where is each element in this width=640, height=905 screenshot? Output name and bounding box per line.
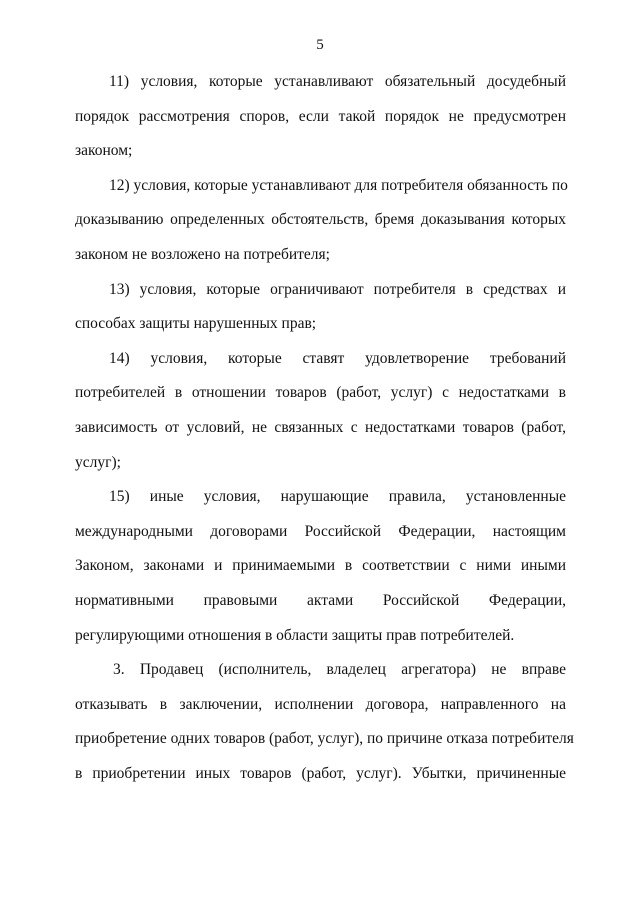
- paragraph-item-12: [75, 169, 566, 273]
- text-line: отказывать в заключении, исполнении договора, направленного на: [75, 695, 566, 713]
- text-line: регулирующими отношения в области защиты прав потребителей.: [75, 626, 515, 644]
- text-line: в приобретении иных товаров (работ, услуг). Убытки, причиненные: [75, 764, 566, 782]
- text-line: законом не возложено на потребителя;: [75, 245, 330, 263]
- text-line: нормативными правовыми актами Российской Федерации,: [75, 591, 566, 609]
- document-body: [75, 65, 574, 791]
- text-line: 11) условия, которые устанавливают обязательный досудебный: [109, 73, 566, 90]
- text-line: потребителей в отношении товаров (работ, услуг) с недостатками в: [75, 384, 566, 402]
- paragraph-item-13: [75, 273, 566, 342]
- text-line: 3. Продавец (исполнитель, владелец агрегатора) не вправе: [113, 661, 566, 679]
- text-line: 12) условия, которые устанавливают для потребителя обязанность по: [109, 176, 568, 194]
- text-line: 15) иные условия, нарушающие правила, установленные: [109, 488, 566, 506]
- text-line: приобретение одних товаров (работ, услуг), по причине отказа потребителя: [75, 730, 574, 748]
- text-line: способах защиты нарушенных прав;: [75, 315, 317, 333]
- text-line: порядок рассмотрения споров, если такой порядок не предусмотрен: [75, 107, 566, 125]
- text-line: 14) условия, которые ставят удовлетворение требований: [109, 349, 566, 367]
- text-line: международными договорами Российской Федерации, настоящим: [75, 522, 566, 540]
- paragraph-point-3: [75, 653, 574, 791]
- text-line: 13) условия, которые ограничивают потребителя в средствах и: [109, 280, 566, 298]
- text-line: зависимость от условий, не связанных с недостатками товаров (работ,: [75, 418, 566, 436]
- text-line: законом;: [75, 142, 133, 160]
- text-line: Законом, законами и принимаемыми в соответствии с ними иными: [75, 557, 566, 575]
- text-line: услуг);: [75, 453, 121, 471]
- paragraph-item-15: [75, 480, 566, 653]
- text-line: доказыванию определенных обстоятельств, бремя доказывания которых: [75, 211, 566, 229]
- page-number: 5: [316, 37, 324, 53]
- paragraph-item-14: [75, 342, 566, 480]
- paragraph-item-11: [75, 65, 566, 169]
